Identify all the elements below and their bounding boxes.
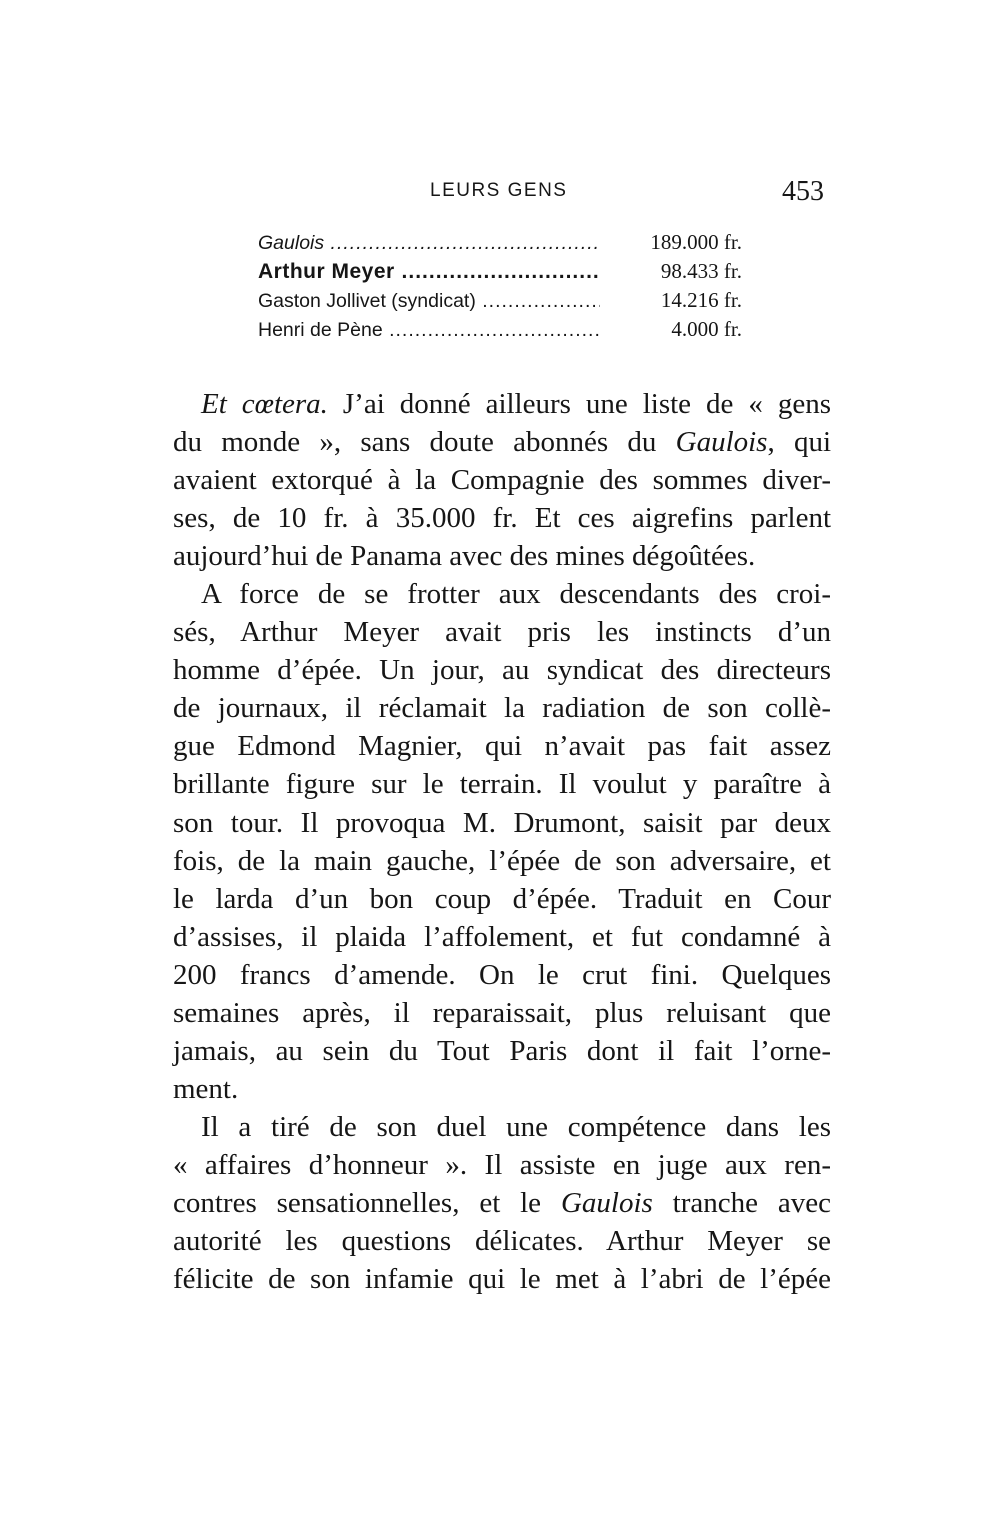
text-line: gue Edmond Magnier, qui n’avait pas fait assez xyxy=(173,730,831,763)
running-header xyxy=(0,176,1000,210)
table-row-amount: 4.000 fr. xyxy=(671,317,742,341)
text-line: homme d’épée. Un jour, au syndicat des directeurs xyxy=(173,654,831,687)
text-line: félicite de son infamie qui le met à l’abri de l’épée xyxy=(173,1263,831,1296)
text-line: avaient extorqué à la Compagnie des sommes diver- xyxy=(173,464,831,497)
text-segment: , qui xyxy=(767,426,831,459)
table-row xyxy=(258,230,748,259)
table-row-amount: 14.216 fr. xyxy=(660,288,742,312)
table-row-name: Gaulois ..... xyxy=(258,232,600,255)
text-segment: tranche avec xyxy=(652,1186,831,1219)
text-line xyxy=(173,385,831,423)
text-line: brillante figure sur le terrain. Il voulut y paraître à xyxy=(173,768,831,801)
text-segment: du monde », sans doute abonnés du xyxy=(173,426,676,459)
table-row-name: Henri de Pène ..... xyxy=(258,319,600,342)
text-line: jamais, au sein du Tout Paris dont il fait l’orne- xyxy=(173,1034,831,1067)
body-text xyxy=(173,385,831,1298)
text-line: d’assises, il plaida l’affolement, et fut condamné à xyxy=(173,920,831,953)
italic-phrase: Gaulois xyxy=(560,1186,653,1219)
text-line: Il a tiré de son duel une compétence dans les xyxy=(201,1110,831,1143)
text-line: de journaux, il réclamait la radiation de son collè- xyxy=(173,692,831,725)
text-line: A force de se frotter aux descendants des croi- xyxy=(201,578,831,611)
text-line: autorité les questions délicates. Arthur Meyer se xyxy=(173,1225,831,1258)
table-row-amount: 189.000 fr. xyxy=(650,230,742,254)
page-number: 453 xyxy=(782,176,824,207)
table-row-amount: 98.433 fr. xyxy=(660,259,742,283)
table-row xyxy=(258,288,748,317)
table-row xyxy=(258,259,748,288)
text-line xyxy=(173,1184,831,1222)
text-line: sés, Arthur Meyer avait pris les instincts d’un xyxy=(173,616,831,649)
text-line: ses, de 10 fr. à 35.000 fr. Et ces aigrefins parlent xyxy=(173,502,831,535)
text-line: le larda d’un bon coup d’épée. Traduit en Cour xyxy=(173,882,831,915)
italic-phrase: Gaulois xyxy=(675,426,768,459)
running-title: LEURS GENS xyxy=(430,180,568,201)
table-row-name: Gaston Jollivet (syndicat) ..... xyxy=(258,290,600,313)
italic-phrase: Et cœtera. xyxy=(201,388,328,420)
text-line xyxy=(173,423,831,461)
text-line: fois, de la main gauche, l’épée de son adversaire, et xyxy=(173,844,831,877)
text-line: ment. xyxy=(173,1072,239,1105)
table-row xyxy=(258,317,748,346)
text-line: semaines après, il reparaissait, plus reluisant que xyxy=(173,996,831,1029)
table-row-name: Arthur Meyer ..... xyxy=(258,260,600,284)
text-line: 200 francs d’amende. On le crut fini. Quelques xyxy=(173,958,831,991)
text-line: son tour. Il provoqua M. Drumont, saisit par deux xyxy=(173,806,831,839)
text-line: « affaires d’honneur ». Il assiste en juge aux ren- xyxy=(173,1148,831,1181)
text-line: aujourd’hui de Panama avec des mines dégoûtées. xyxy=(173,540,756,573)
subsidy-table xyxy=(258,230,748,346)
text-segment: contres sensationnelles, et le xyxy=(173,1186,561,1219)
text-segment: J’ai donné ailleurs une liste de « gens xyxy=(327,388,831,420)
